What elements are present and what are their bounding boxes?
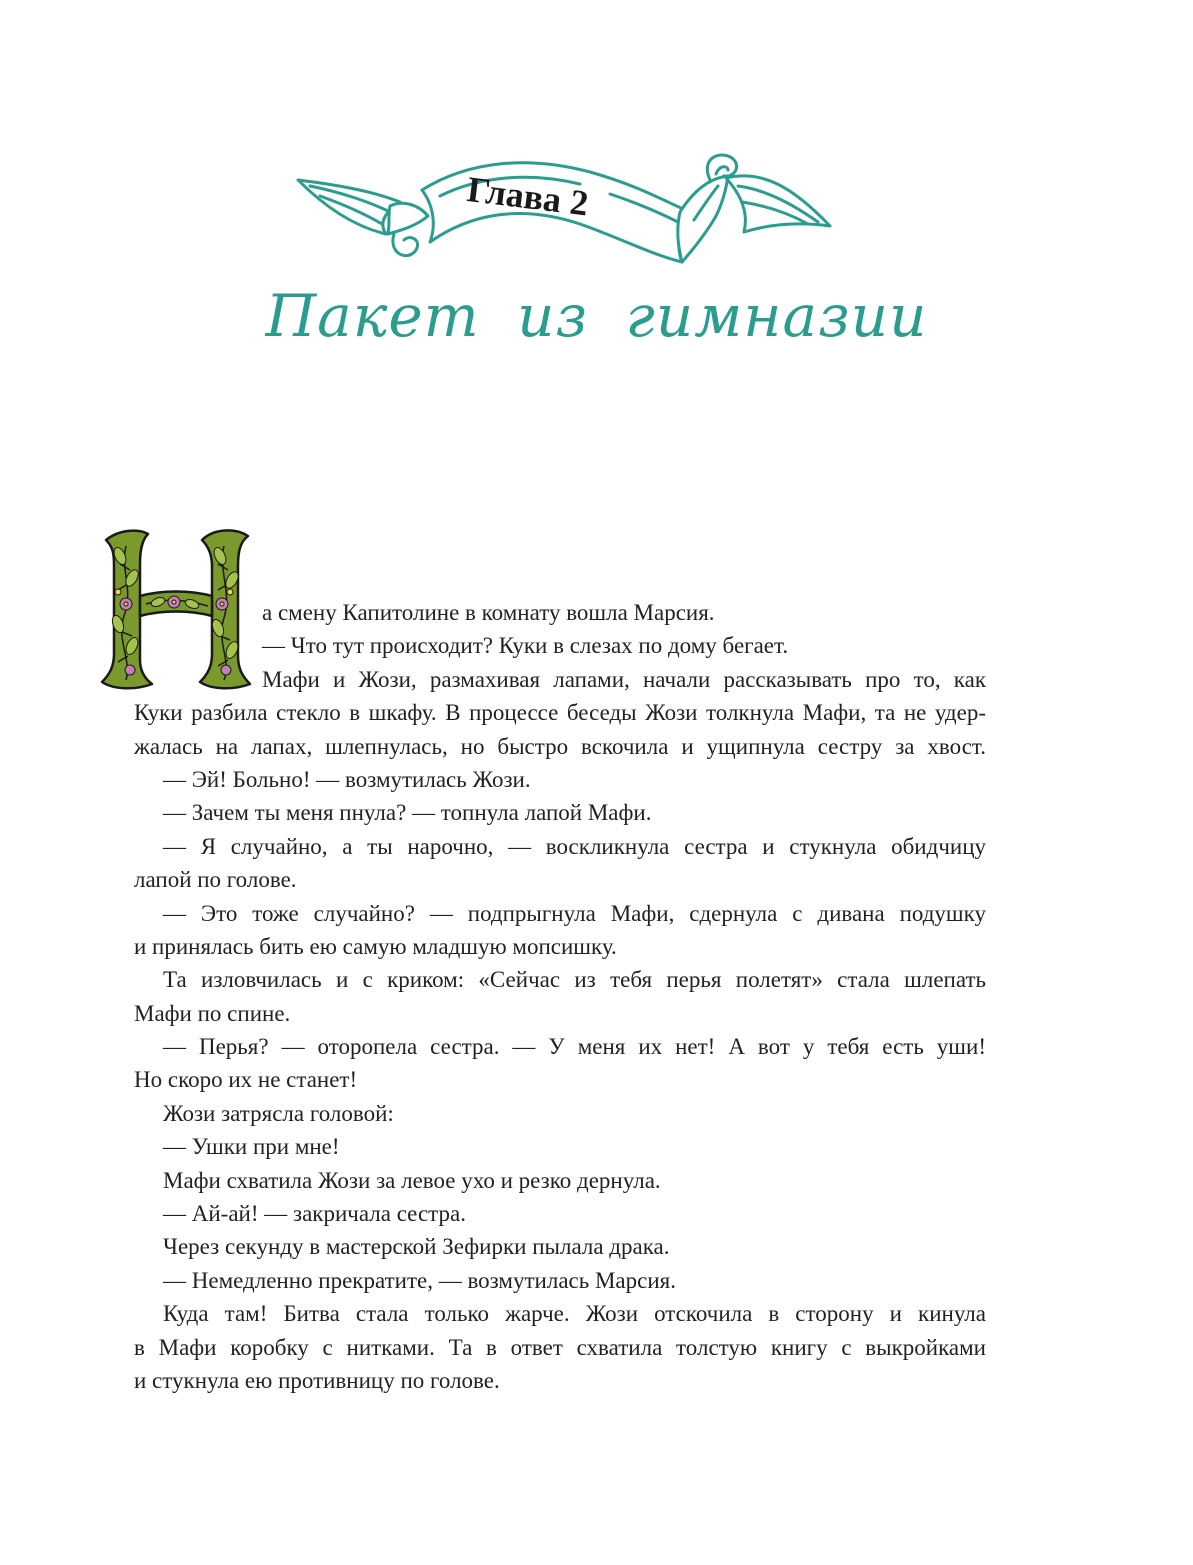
text-line: — Что тут происходит? Куки в слезах по дому бегает. [262, 633, 789, 659]
text-line: и принялась бить ею самую младшую мопсишку. [134, 933, 617, 959]
body-text [134, 596, 986, 1397]
text-line: Куда там! Битва стала только жарче. Жози отскочила в сторону и кинула [163, 1301, 986, 1327]
text-line: Мафи по спине. [134, 1000, 291, 1026]
text-line: — Немедленно прекратите, — возмутилась Марсия. [163, 1267, 676, 1293]
text-line: а смену Капитолине в комнату вошла Марсия. [262, 600, 715, 625]
text-line: Куки разбила стекло в шкафу. В процессе беседы Жози толкнула Мафи, та не удер- [134, 700, 986, 726]
text-line: — Зачем ты меня пнула? — топнула лапой Мафи. [163, 800, 652, 826]
text-line: — Ай-ай! — закричала сестра. [163, 1201, 466, 1227]
text-line: — Перья? — оторопела сестра. — У меня их нет! А вот у тебя есть уши! [163, 1034, 986, 1060]
text-line: Мафи и Жози, размахивая лапами, начали рассказывать про то, как [262, 666, 986, 692]
text-line: и стукнула ею противницу по голове. [134, 1367, 500, 1393]
text-line: — Эй! Больно! — возмутилась Жози. [163, 766, 531, 792]
text-line: Та изловчилась и с криком: «Сейчас из тебя перья полетят» стала шлепать [163, 967, 986, 993]
text-line: жалась на лапах, шлепнулась, но быстро вскочила и ущипнула сестру за хвост. [134, 733, 986, 759]
text-line: лапой по голове. [134, 867, 297, 893]
text-line: — Это тоже случайно? — подпрыгнула Мафи, сдернула с дивана подушку [163, 900, 986, 926]
text-line: — Я случайно, а ты нарочно, — воскликнула сестра и стукнула обидчицу [163, 833, 986, 859]
chapter-number: Глава 2 [465, 168, 591, 224]
text-line: Жози затрясла головой: [163, 1100, 394, 1126]
text-line: Через секунду в мастерской Зефирки пылала драка. [163, 1234, 670, 1260]
text-line: Но скоро их не станет! [134, 1067, 358, 1093]
text-line: в Мафи коробку с нитками. Та в ответ схватила толстую книгу с выкройками [134, 1334, 986, 1360]
text-line: Мафи схватила Жози за левое ухо и резко дернула. [163, 1167, 661, 1193]
chapter-title: Пакет из гимназии [265, 282, 928, 350]
text-line: — Ушки при мне! [163, 1134, 340, 1160]
